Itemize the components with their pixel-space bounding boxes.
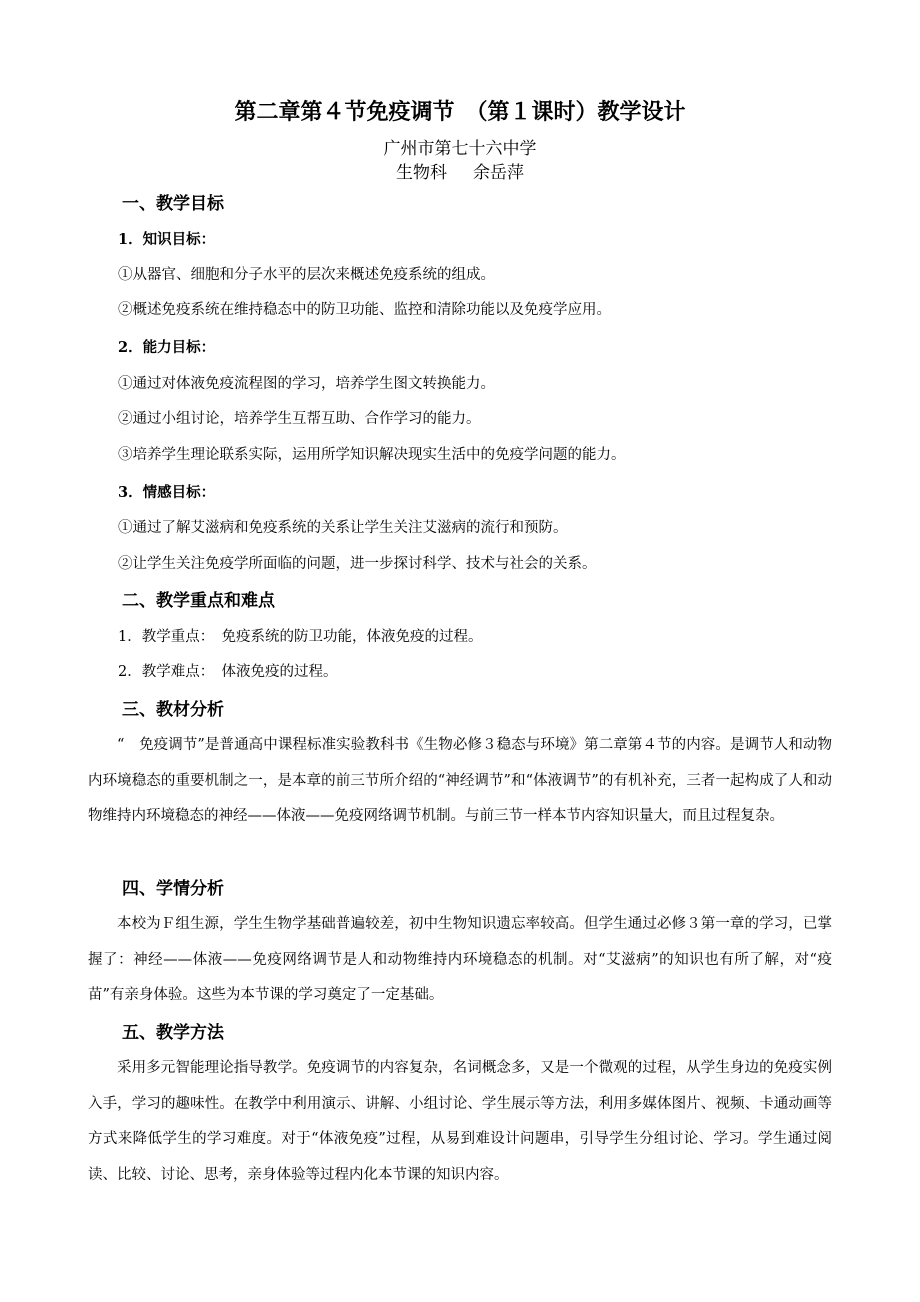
knowledge-objective-item: ②概述免疫系统在维持稳态中的防卫功能、监控和清除功能以及免疫学应用。 <box>118 302 611 318</box>
difficulty-item: 2．教学难点： 体液免疫的过程。 <box>118 664 338 680</box>
section-heading-teaching-methods: 五、教学方法 <box>122 1023 224 1043</box>
author-line <box>0 162 920 184</box>
ability-objective-item: ②通过小组讨论，培养学生互帮互助、合作学习的能力。 <box>118 411 481 427</box>
section-heading-student-analysis: 四、学情分析 <box>122 879 224 899</box>
textbook-analysis-paragraph: “ 免疫调节”是普通高中课程标准实验教科书《生物必修３稳态与环境》第二章第４节的内容。是调节人和动物内环境稳态的重要机制之一，是本章的前三节所介绍的“神经调节”和“体液调节”的有机补充，三者一起构成了人和动物维持内环境稳态的神经——体液——免疫网络调节机制。与前三节一样本节内容知识量大，而且过程复杂。 <box>88 737 832 824</box>
section-heading-textbook-analysis: 三、教材分析 <box>122 700 224 720</box>
ability-objectives-label: 2．能力目标： <box>118 339 216 356</box>
knowledge-objectives-label: 1．知识目标： <box>118 231 216 248</box>
student-analysis-paragraph: 本校为Ｆ组生源，学生生物学基础普遍较差，初中生物知识遗忘率较高。但学生通过必修３第一章的学习，已掌握了：神经——体液——免疫网络调节是人和动物维持内环境稳态的机制。对“艾滋病”的知识也有所了解，对“疫苗”有亲身体验。这些为本节课的学习奠定了一定基础。 <box>88 916 832 1003</box>
emotion-objectives-label: 3．情感目标： <box>118 484 216 501</box>
key-point-item: 1．教学重点： 免疫系统的防卫功能，体液免疫的过程。 <box>118 629 483 645</box>
section-heading-key-points: 二、教学重点和难点 <box>122 591 275 611</box>
section-heading-objectives: 一、教学目标 <box>122 194 224 214</box>
ability-objective-item: ①通过对体液免疫流程图的学习，培养学生图文转换能力。 <box>118 376 495 392</box>
emotion-objective-item: ①通过了解艾滋病和免疫系统的关系让学生关注艾滋病的流行和预防。 <box>118 520 568 536</box>
school-name: 广州市第七十六中学 <box>383 139 537 159</box>
document-title: 第二章第４节免疫调节 （第１课时）教学设计 <box>234 100 686 125</box>
subject-name: 生物科 <box>396 163 447 183</box>
knowledge-objective-item: ①从器官、细胞和分子水平的层次来概述免疫系统的组成。 <box>118 267 495 283</box>
author-name: 余岳萍 <box>473 163 524 183</box>
emotion-objective-item: ②让学生关注免疫学所面临的问题，进一步探讨科学、技术与社会的关系。 <box>118 556 597 572</box>
teaching-methods-paragraph: 采用多元智能理论指导教学。免疫调节的内容复杂，名词概念多，又是一个微观的过程，从学生身边的免疫实例入手，学习的趣味性。在教学中利用演示、讲解、小组讨论、学生展示等方法，利用多媒体图片、视频、卡通动画等方式来降低学生的学习难度。对于“体液免疫”过程，从易到难设计问题串，引导学生分组讨论、学习。学生通过阅读、比较、讨论、思考，亲身体验等过程内化本节课的知识内容。 <box>88 1060 832 1183</box>
ability-objective-item: ③培养学生理论联系实际，运用所学知识解决现实生活中的免疫学问题的能力。 <box>118 447 626 463</box>
